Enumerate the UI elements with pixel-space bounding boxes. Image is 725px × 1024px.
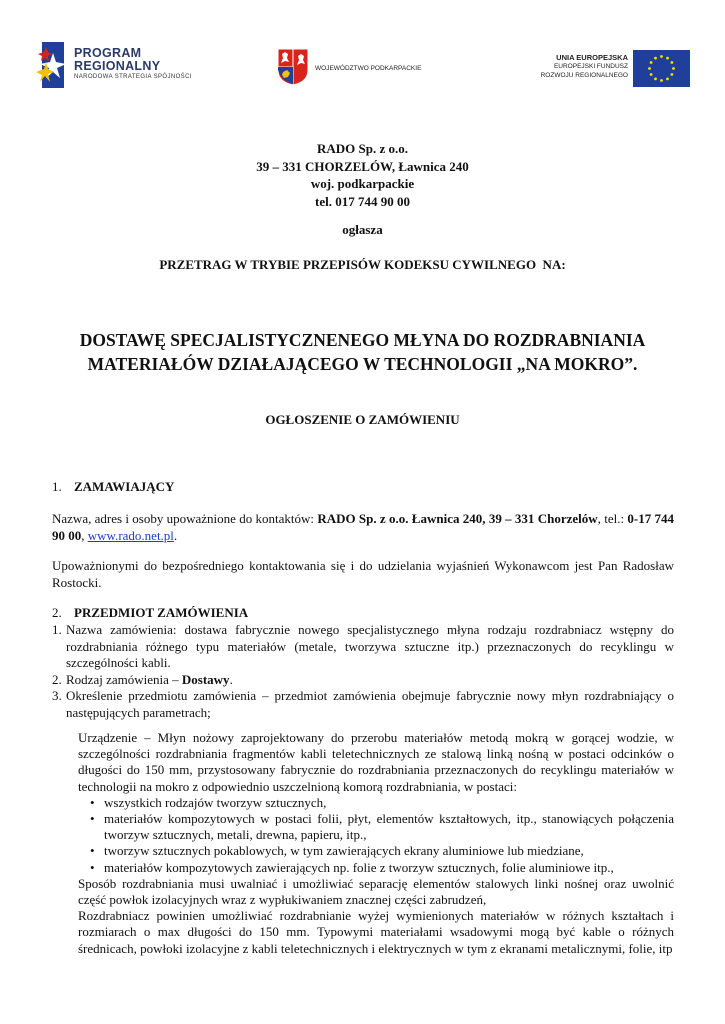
device-para1: Sposób rozdrabniania musi uwalniać i umożliwiać separację elementów stalowych linki nośnej oraz uwolnić część powłok izolacyjnych wraz z wypłukiwaniem znacznej części zabrudzeń, (78, 875, 674, 908)
list-item (87, 843, 674, 859)
item-text: Nazwa zamówienia: dostawa fabrycznie nowego specjalistycznego młyna rodzaju rozdrabniacz wstępny do rozdrabniania różnego typu materiałów (metale, tworzywa sztuczne itp.) przeznaczonych do recyklingu w szczególności kabli. (66, 622, 674, 670)
bullet-icon: • (90, 794, 95, 810)
company-region: woj. podkarpackie (310, 176, 415, 191)
bullet-icon: • (90, 859, 95, 875)
contact-tel-prefix: , tel.: (597, 511, 628, 526)
program-star-icon (36, 42, 70, 88)
bullet-icon: • (90, 811, 95, 827)
tender-type: PRZETRAG W TRYBIE PRZEPISÓW KODEKSU CYWILNEGO NA: (159, 257, 566, 272)
item-number: 1. (52, 622, 62, 637)
contact-prefix: Nazwa, adres i osoby upoważnione do kontaktów: (52, 511, 318, 526)
section2-heading (52, 605, 248, 621)
item-number: 2. (52, 671, 62, 687)
list-item (87, 860, 674, 876)
section2-title: PRZEDMIOT ZAMÓWIENIA (74, 605, 249, 620)
section1-heading (52, 479, 174, 495)
item-bold: Dostawy (181, 671, 230, 687)
announces-label: ogłasza (342, 222, 383, 237)
company-phone: tel. 017 744 90 00 (315, 193, 410, 209)
item-number: 3. (52, 688, 62, 703)
eu-logo (520, 50, 690, 88)
eu-line2: ROZWOJU REGIONALNEGO (540, 71, 628, 79)
website-link[interactable]: www.rado.net.pl (87, 527, 174, 543)
list-item (52, 622, 674, 672)
title-line1: DOSTAWĘ SPECJALISTYCZNENEGO MŁYNA DO ROZDRABNIANIA (79, 330, 646, 350)
contact-address: RADO Sp. z o.o. Ławnica 240, 39 – 331 Chorzelów (317, 511, 598, 526)
eu-title: UNIA EUROPEJSKA (556, 53, 628, 62)
program-sub: NARODOWA STRATEGIA SPÓJNOŚCI (74, 74, 192, 80)
bullet-text: tworzyw sztucznych pokablowych, w tym zawierających ekrany aluminiowe lub miedziane, (104, 843, 584, 859)
eu-flag-icon (633, 50, 690, 87)
contact-phone: 0-17 744 90 00 (52, 511, 675, 543)
contact-end: . (173, 527, 178, 543)
item-text: Określenie przedmiotu zamówienia – przedmiot zamówienia obejmuje fabrycznie nowy młyn rozdrabniający o następujących parametrach; (66, 688, 674, 720)
bullet-text: wszystkich rodzajów tworzyw sztucznych, (104, 794, 327, 810)
contact-sep: , (81, 527, 88, 543)
bullet-text: materiałów kompozytowych zawierających np. folie z tworzyw sztucznych, folie aluminiowe itp., (104, 859, 614, 875)
company-address-block (0, 140, 725, 210)
item-end: . (229, 671, 233, 687)
list-item (52, 688, 674, 721)
wojewodztwo-logo (277, 48, 447, 88)
bullet-icon: • (90, 843, 95, 859)
company-name: RADO Sp. z o.o. (316, 141, 408, 156)
list-item (87, 811, 674, 843)
contact-paragraph (52, 511, 674, 544)
coat-of-arms-icon (277, 48, 309, 86)
device-intro: Urządzenie – Młyn nożowy zaprojektowany do przerobu materiałów metodą mokrą w gorącej wodzie, w szczególności rozdrabniania fragmentów kabli teletechnicznych ze stalową linką nośną w postaci odcinków o długości do 150 mm, przystosowany fabrycznie do rozdrabniania przeznaczonych do recyklingu materiałów w technologii na mokro z odpowiednio uszczelnioną komorą rozdrabniania, w postaci: (78, 730, 674, 794)
bullet-text: materiałów kompozytowych w postaci folii, płyt, elementów kształtowych, itp., stanowiących połączenia tworzyw sztucznych, metali, drewna, papieru, itp., (104, 811, 674, 843)
order-items-list (52, 622, 674, 721)
program-regionalny-logo (36, 42, 206, 92)
item-text: Rodzaj zamówienia – (66, 671, 182, 687)
section2-number: 2. (52, 605, 62, 620)
program-line2: REGIONALNY (74, 59, 161, 73)
title-line2: MATERIAŁÓW DZIAŁAJĄCEGO W TECHNOLOGII „NA MOKRO”. (87, 354, 638, 374)
list-item (52, 672, 674, 689)
document-subtitle: OGŁOSZENIE O ZAMÓWIENIU (265, 412, 460, 427)
device-description (78, 730, 674, 957)
section1-title: ZAMAWIAJĄCY (74, 479, 175, 494)
authorized-person: Upoważnionymi do bezpośredniego kontaktowania się i do udzielania wyjaśnień Wykonawcom jest Pan Radosław Rostocki. (52, 558, 674, 590)
section1-number: 1. (52, 479, 62, 494)
device-para2: Rozdrabniacz powinien umożliwiać rozdrabnianie wyżej wymienionych materiałów w różnych kształtach i rozmiarach o max długości do 150 mm. Typowymi materiałami wsadowymi mogą być kable o różnych średnicach, powłoki izolacyjne z kabli teletechnicznych i elektrycznych w tym z ekranami metalicznymi, folie, itp (78, 908, 674, 956)
wojewodztwo-label: WOJEWÓDZTWO PODKARPACKIE (315, 65, 422, 72)
document-title (0, 328, 725, 376)
program-line1: PROGRAM (74, 46, 142, 60)
list-item (87, 795, 674, 811)
eu-line1: EUROPEJSKI FUNDUSZ (553, 63, 628, 70)
company-address: 39 – 331 CHORZELÓW, Ławnica 240 (256, 158, 469, 174)
